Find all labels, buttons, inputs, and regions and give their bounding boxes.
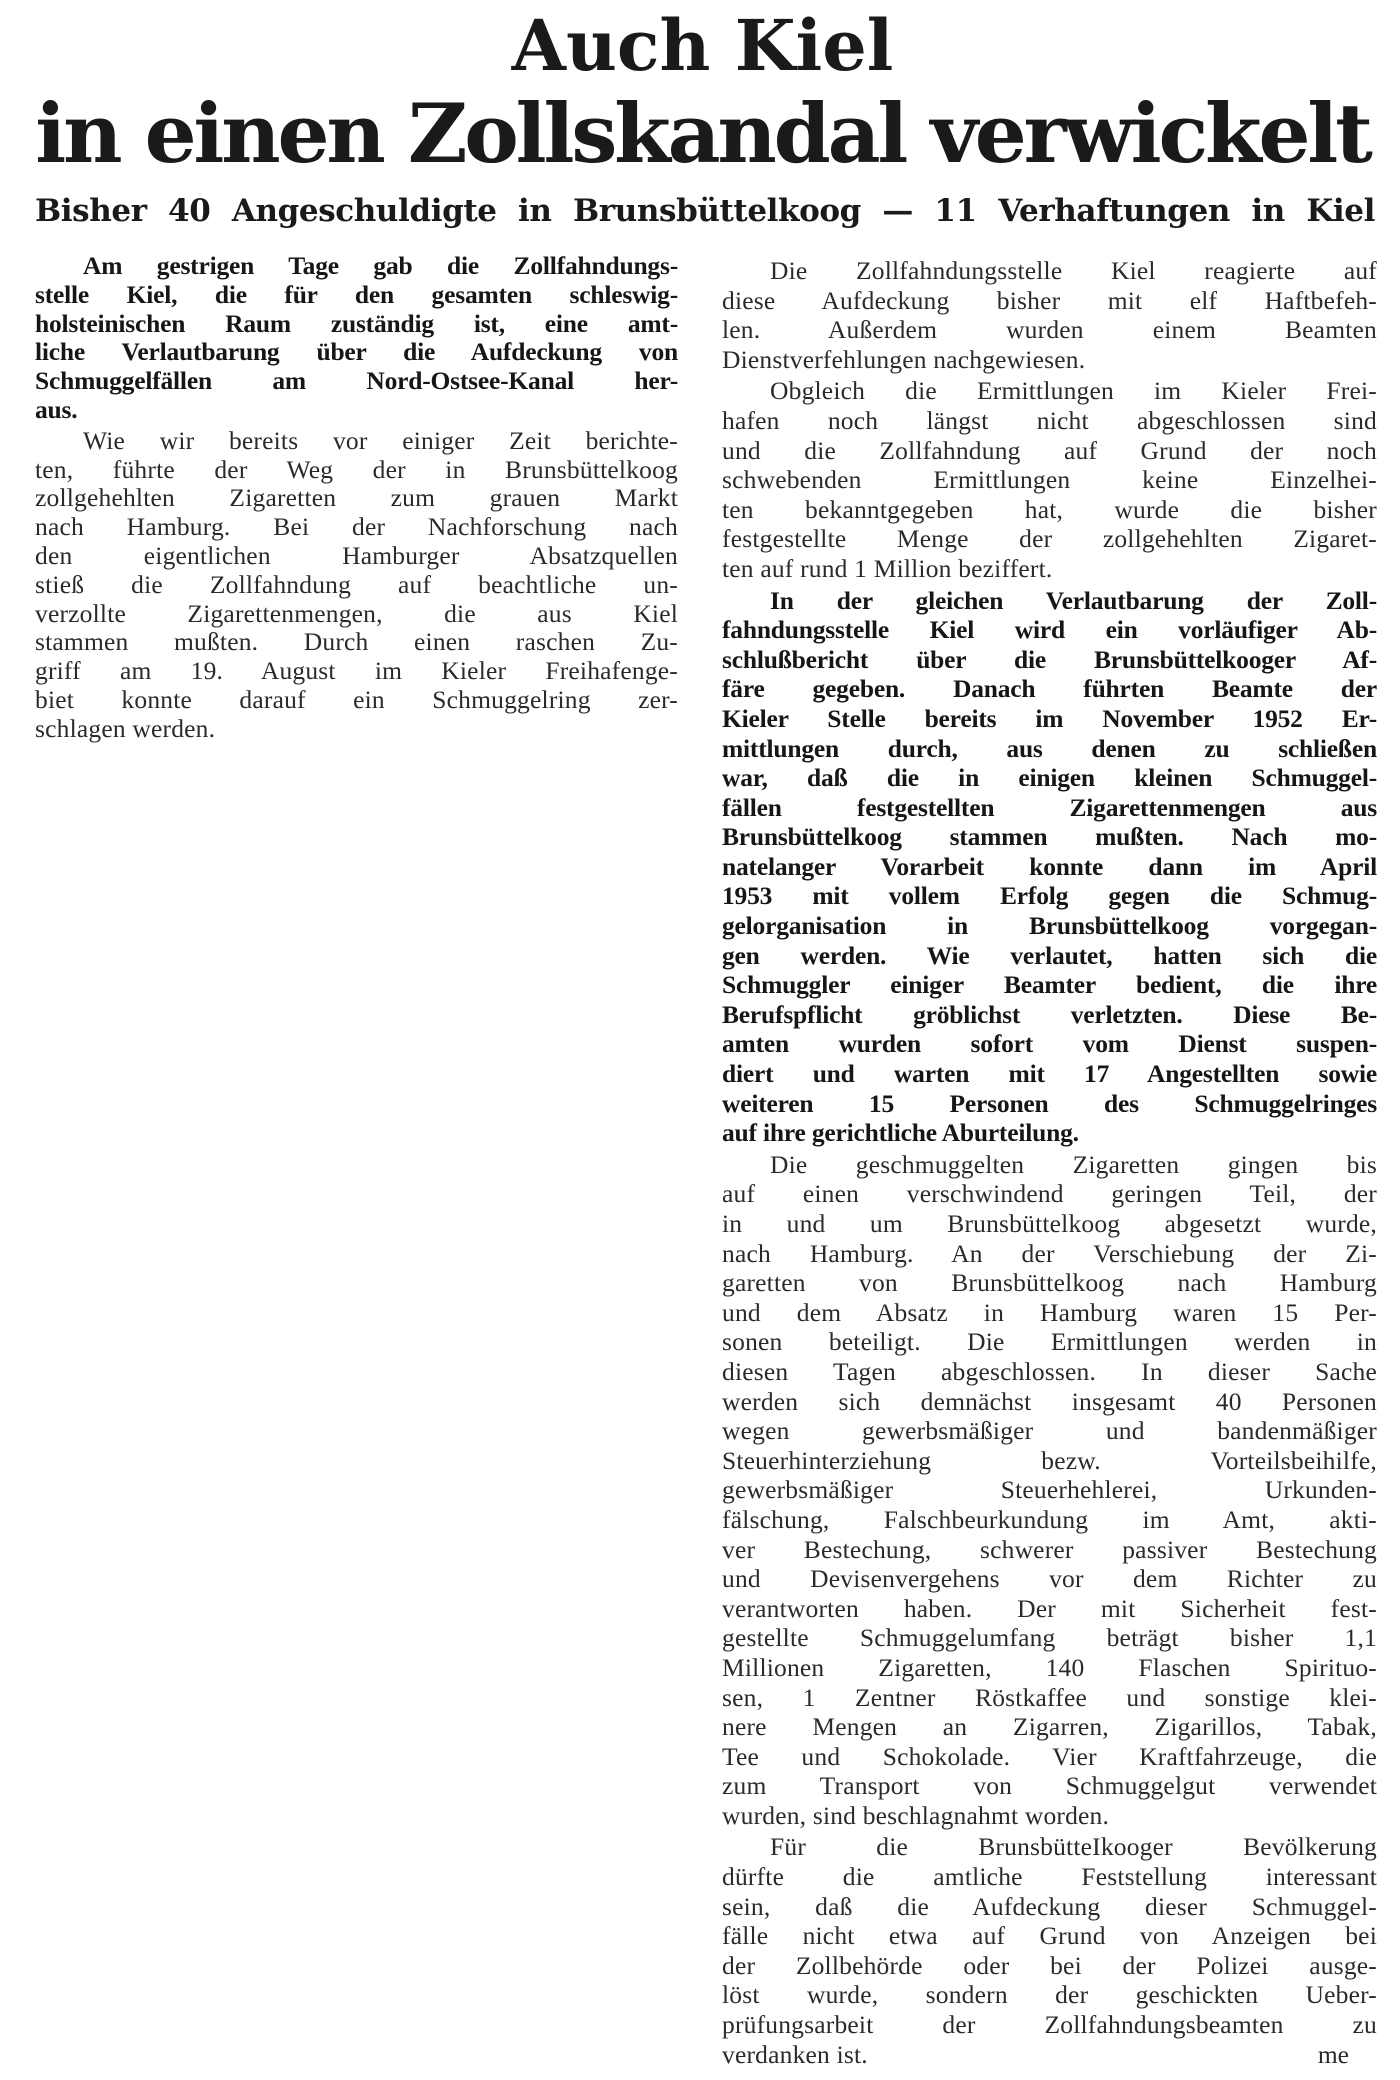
text-line: Wie wir bereits vor einiger Zeit berichte- [83, 425, 678, 455]
text-line: Brunsbüttelkoog stammen mußten. Nach mo- [722, 822, 1377, 852]
text-line-row [35, 571, 678, 600]
text-line: Die Zollfahndungsstelle Kiel reagierte auf [770, 256, 1377, 285]
text-line: In der gleichen Verlautbarung der Zoll- [770, 585, 1377, 615]
text-line: garetten von Brunsbüttelkoog nach Hamburg [722, 1268, 1377, 1298]
text-line-row [722, 941, 1377, 971]
text-line-row [722, 1921, 1377, 1951]
text-line: Am gestrigen Tage gab die Zollfahndungs- [83, 251, 678, 280]
paragraph [722, 586, 1377, 1148]
right-column [722, 256, 1377, 2069]
text-line: natelanger Vorarbeit konnte dann im April [722, 851, 1377, 881]
text-line: diert und warten mit 17 Angestellten sowie [722, 1059, 1377, 1089]
text-line-row [35, 715, 678, 744]
text-line: weiteren 15 Personen des Schmuggelringes [722, 1088, 1377, 1118]
text-line: sonen beteiligt. Die Ermittlungen werden in [722, 1327, 1377, 1357]
text-line-row [722, 286, 1377, 316]
text-line: wurden, sind beschlagnahmt worden. [722, 1800, 1110, 1830]
text-line: zum Transport von Schmuggelgut verwendet [722, 1771, 1377, 1801]
text-line-row [722, 1653, 1377, 1683]
text-line: 1953 mit vollem Erfolg gegen die Schmug- [722, 881, 1377, 911]
text-line-row [35, 456, 678, 485]
text-line-row [722, 1150, 1377, 1180]
subheadline: Bisher 40 Angeschuldigte in Brunsbüttelkoog — 11 Verhaftungen in Kiel [35, 193, 1375, 229]
text-line: liche Verlautbarung über die Aufdeckung von [35, 337, 678, 367]
text-line-row [35, 367, 678, 396]
text-line: in und um Brunsbüttelkoog abgesetzt wurde, [722, 1209, 1377, 1238]
text-line-row [35, 657, 678, 686]
text-line-row [35, 628, 678, 657]
text-line-row [722, 1268, 1377, 1298]
text-line-row [35, 338, 678, 367]
text-line: schwebenden Ermittlungen keine Einzelhei- [722, 465, 1377, 495]
text-line-row [722, 1623, 1377, 1653]
text-line-row [722, 1742, 1377, 1772]
text-line-row [35, 281, 678, 310]
text-line: ten bekanntgegeben hat, wurde die bisher [722, 494, 1377, 524]
text-line-row [722, 793, 1377, 823]
text-line: Die geschmuggelten Zigaretten gingen bis [770, 1149, 1377, 1179]
text-line-row [722, 554, 1377, 584]
text-line-row [722, 645, 1377, 675]
text-line-row [722, 1505, 1377, 1535]
text-line-row [722, 1209, 1377, 1239]
paragraph [722, 376, 1377, 583]
text-line-row [35, 600, 678, 629]
text-line-row [722, 1327, 1377, 1357]
text-line: und Devisenvergehens vor dem Richter zu [722, 1564, 1377, 1594]
text-line-row [722, 1000, 1377, 1030]
text-line-row [722, 1683, 1377, 1713]
text-line-row [722, 881, 1377, 911]
text-line: wegen gewerbsmäßiger und bandenmäßiger [722, 1416, 1377, 1446]
text-line: nere Mengen an Zigarren, Zigarillos, Tabak, [722, 1712, 1377, 1742]
text-line-row [722, 734, 1377, 764]
text-line: hafen noch längst nicht abgeschlossen sind [722, 405, 1377, 435]
text-line-row [35, 427, 678, 456]
text-line: sein, daß die Aufdeckung dieser Schmuggel- [722, 1891, 1377, 1921]
text-line: ten auf rund 1 Million beziffert. [722, 553, 1053, 583]
text-line: zollgehehlten Zigaretten zum grauen Markt [35, 483, 678, 513]
text-line-row [35, 513, 678, 542]
text-line: Steuerhinterziehung bezw. Vorteilsbeihilfe, [722, 1445, 1377, 1475]
text-line: stelle Kiel, die für den gesamten schleswig- [35, 279, 678, 309]
text-line-row [722, 1089, 1377, 1119]
text-line-row [722, 1892, 1377, 1922]
text-line-row [722, 763, 1377, 793]
text-line: Schmuggler einiger Beamter bedient, die ihre [722, 970, 1377, 1000]
text-line: amten wurden sofort vom Dienst suspen- [722, 1029, 1377, 1059]
text-line-row [722, 1416, 1377, 1446]
text-line-row [722, 2010, 1377, 2040]
text-line: nach Hamburg. An der Verschiebung der Zi- [722, 1238, 1377, 1268]
text-line-row [722, 1771, 1377, 1801]
left-column [35, 252, 678, 744]
text-line: biet konnte darauf ein Schmuggelring zer- [35, 684, 678, 714]
text-line: ten, führte der Weg der in Brunsbüttelkoog [35, 454, 678, 484]
text-line: war, daß die in einigen kleinen Schmuggel- [722, 763, 1377, 793]
text-line-row [35, 686, 678, 715]
text-line: gelorganisation in Brunsbüttelkoog vorgegan- [722, 911, 1377, 941]
text-line-row [722, 1712, 1377, 1742]
text-line-row [722, 911, 1377, 941]
text-line-row [722, 1059, 1377, 1089]
paragraph [722, 1150, 1377, 1831]
text-line-row [722, 315, 1377, 345]
text-line: löst wurde, sondern der geschickten Ueber- [722, 1980, 1377, 2010]
text-line-row [722, 1980, 1377, 2010]
text-line-row [722, 1239, 1377, 1269]
text-line: und die Zollfahndung auf Grund der noch [722, 435, 1377, 465]
text-line-row [722, 674, 1377, 704]
text-line: fahndungsstelle Kiel wird ein vorläufiger Ab- [722, 615, 1377, 645]
text-line: Für die BrunsbütteIkooger Bevölkerung [770, 1832, 1377, 1862]
text-line: Millionen Zigaretten, 140 Flaschen Spirituo- [722, 1652, 1377, 1682]
text-line-row [722, 436, 1377, 466]
headline-line-1: Auch Kiel [511, 4, 894, 87]
text-line-row [722, 1594, 1377, 1624]
text-line: Tee und Schokolade. Vier Kraftfahrzeuge, die [722, 1741, 1377, 1771]
paragraph [722, 1832, 1377, 2069]
text-line: diese Aufdeckung bisher mit elf Haftbefeh- [722, 285, 1377, 315]
text-line-row [35, 542, 678, 571]
text-line-row [722, 1564, 1377, 1594]
text-line: werden sich demnächst insgesamt 40 Personen [722, 1386, 1377, 1416]
paragraph [35, 252, 678, 425]
text-line: sen, 1 Zentner Röstkaffee und sonstige klei- [722, 1682, 1377, 1712]
text-line: Obgleich die Ermittlungen im Kieler Frei- [770, 376, 1377, 406]
text-line-row [722, 1179, 1377, 1209]
text-line-row [722, 2040, 1377, 2070]
text-line: griff am 19. August im Kieler Freihafenge- [35, 656, 678, 686]
text-line: gestellte Schmuggelumfang beträgt bisher 1,1 [722, 1623, 1377, 1653]
text-line-row [722, 1029, 1377, 1059]
text-line-row [722, 1801, 1377, 1831]
text-line: ver Bestechung, schwerer passiver Bestechung [722, 1534, 1377, 1564]
text-line: Dienstverfehlungen nachgewiesen. [722, 344, 1086, 374]
text-line-row [722, 465, 1377, 495]
text-line: verantworten haben. Der mit Sicherheit fest- [722, 1593, 1377, 1623]
text-line: färe gegeben. Danach führten Beamte der [722, 674, 1377, 704]
text-line-row [722, 615, 1377, 645]
text-line: stammen mußten. Durch einen raschen Zu- [35, 627, 678, 657]
paragraph [722, 256, 1377, 374]
text-line-row [722, 1118, 1377, 1148]
text-line-row [35, 310, 678, 339]
text-line-row [722, 524, 1377, 554]
text-line-row [35, 484, 678, 513]
text-line: schlußbericht über die Brunsbüttelkooger Af- [722, 644, 1377, 674]
text-line: len. Außerdem wurden einem Beamten [722, 315, 1377, 345]
text-line: nach Hamburg. Bei der Nachforschung nach [35, 512, 678, 542]
text-line: und dem Absatz in Hamburg waren 15 Per- [722, 1297, 1377, 1327]
text-line-row [722, 1832, 1377, 1862]
text-line-row [722, 256, 1377, 286]
text-line-row [722, 586, 1377, 616]
text-line-row [35, 252, 678, 281]
text-line: diesen Tagen abgeschlossen. In dieser Sache [722, 1356, 1377, 1386]
text-line-row [722, 1357, 1377, 1387]
text-line: den eigentlichen Hamburger Absatzquellen [35, 540, 678, 570]
text-line-row [722, 1298, 1377, 1328]
text-line: Berufspflicht gröblichst verletzten. Diese Be- [722, 999, 1377, 1029]
text-line: fälschung, Falschbeurkundung im Amt, akti- [722, 1504, 1377, 1534]
text-line: Kieler Stelle bereits im November 1952 Er- [722, 703, 1377, 733]
text-line: dürfte die amtliche Feststellung interessant [722, 1862, 1377, 1892]
text-line-row [722, 704, 1377, 734]
author-byline: me [1317, 2039, 1349, 2069]
headline-line-2: in einen Zollskandal verwickelt [35, 86, 1370, 182]
text-line: auf ihre gerichtliche Aburteilung. [722, 1118, 1079, 1148]
text-line-row [722, 406, 1377, 436]
text-line: gewerbsmäßiger Steuerhehlerei, Urkunden- [722, 1475, 1377, 1505]
text-line-row [722, 495, 1377, 525]
text-line: der Zollbehörde oder bei der Polizei ausge- [722, 1950, 1377, 1980]
text-line: gen werden. Wie verlautet, hatten sich die [722, 940, 1377, 970]
text-line-row [722, 1387, 1377, 1417]
text-line: schlagen werden. [35, 713, 216, 743]
text-line: verzollte Zigarettenmengen, die aus Kiel [35, 598, 678, 628]
text-line-row [722, 1862, 1377, 1892]
text-line-row [722, 852, 1377, 882]
text-line: festgestellte Menge der zollgehehlten Zigaret- [722, 524, 1377, 554]
paragraph [35, 427, 678, 744]
text-line: Schmuggelfällen am Nord-Ostsee-Kanal her- [35, 366, 678, 396]
text-line: aus. [35, 394, 78, 424]
text-line-row [35, 396, 678, 425]
text-line: prüfungsarbeit der Zollfahndungsbeamten zu [722, 2010, 1377, 2040]
text-line-row [722, 822, 1377, 852]
text-line-row [722, 1446, 1377, 1476]
text-line-row [722, 376, 1377, 406]
text-line-row [722, 1951, 1377, 1981]
text-line: stieß die Zollfahndung auf beachtliche un- [35, 569, 678, 599]
text-line-row [722, 1535, 1377, 1565]
text-line: verdanken ist. [722, 2039, 868, 2069]
text-line: fällen festgestellten Zigarettenmengen aus [722, 792, 1377, 822]
text-line: fälle nicht etwa auf Grund von Anzeigen bei [722, 1921, 1377, 1951]
text-line-row [722, 1475, 1377, 1505]
text-line-row [722, 345, 1377, 375]
text-line-row [722, 970, 1377, 1000]
text-line: holsteinischen Raum zuständig ist, eine amt- [35, 308, 678, 338]
text-line: auf einen verschwindend geringen Teil, der [722, 1179, 1377, 1209]
text-line: mittlungen durch, aus denen zu schließen [722, 733, 1377, 763]
